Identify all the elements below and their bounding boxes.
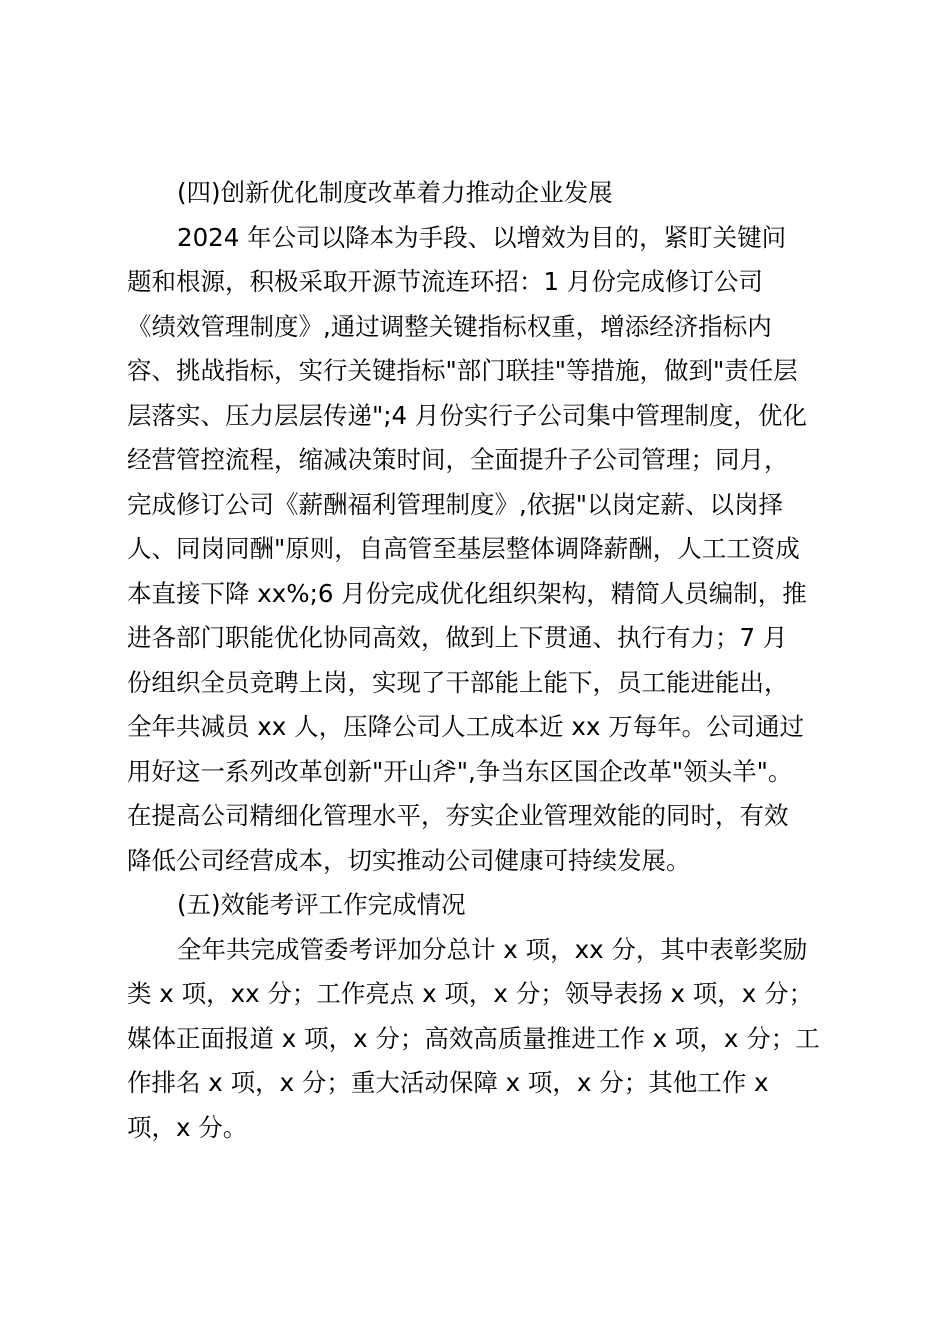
section-5-heading: (五)效能考评工作完成情况 [177,890,466,919]
section-4-line: 经营管控流程，缩减决策时间，全面提升子公司管理；同月， [127,445,789,474]
section-5-line: 项，x 分。 [127,1112,248,1142]
section-4-line: 在提高公司精细化管理水平，夯实企业管理效能的同时，有效 [127,801,789,830]
section-4-line: 进各部门职能优化协同高效，做到上下贯通、执行有力；7 月 [127,623,788,652]
document-body [127,171,839,1150]
section-4-line: 《绩效管理制度》,通过调整关键指标权重，增添经济指标内 [127,311,772,341]
section-4-line: 降低公司经营成本，切实推动公司健康可持续发展。 [127,845,691,875]
section-4-heading: (四)创新优化制度改革着力推动企业发展 [177,178,613,207]
section-4-line: 全年共减员 xx 人，压降公司人工成本近 xx 万每年。公司通过 [127,712,805,741]
section-5-line: 全年共完成管委考评加分总计 x 项，xx 分，其中表彰奖励 [177,934,808,964]
section-4-line: 本直接下降 xx%;6 月份完成优化组织架构，精简人员编制，推 [127,578,807,608]
section-5-line: 作排名 x 项，x 分；重大活动保障 x 项，x 分；其他工作 x [127,1068,769,1097]
section-5-line: 类 x 项，xx 分；工作亮点 x 项，x 分；领导表扬 x 项，x 分； [127,979,814,1008]
section-4-line: 层落实、压力层层传递";4 月份实行子公司集中管理制度，优化 [127,400,807,430]
section-4-line: 用好这一系列改革创新"开山斧",争当东区国企改革"领头羊"。 [127,756,793,786]
section-4-line: 人、同岗同酬"原则，自高管至基层整体调降薪酬，人工工资成 [127,534,800,563]
section-5-line: 媒体正面报道 x 项，x 分；高效高质量推进工作 x 项，x 分；工 [127,1023,820,1053]
section-4-line: 完成修订公司《薪酬福利管理制度》,依据"以岗定薪、以岗择 [127,489,784,519]
section-4-line: 份组织全员竞聘上岗，实现了干部能上能下，员工能进能出， [127,667,789,697]
section-4-line: 题和根源，积极采取开源节流连环招：1 月份完成修订公司 [127,267,763,296]
section-4-line: 2024 年公司以降本为手段、以增效为目的，紧盯关键问 [177,222,787,252]
section-4-line: 容、挑战指标，实行关键指标"部门联挂"等措施，做到"责任层 [127,356,798,385]
